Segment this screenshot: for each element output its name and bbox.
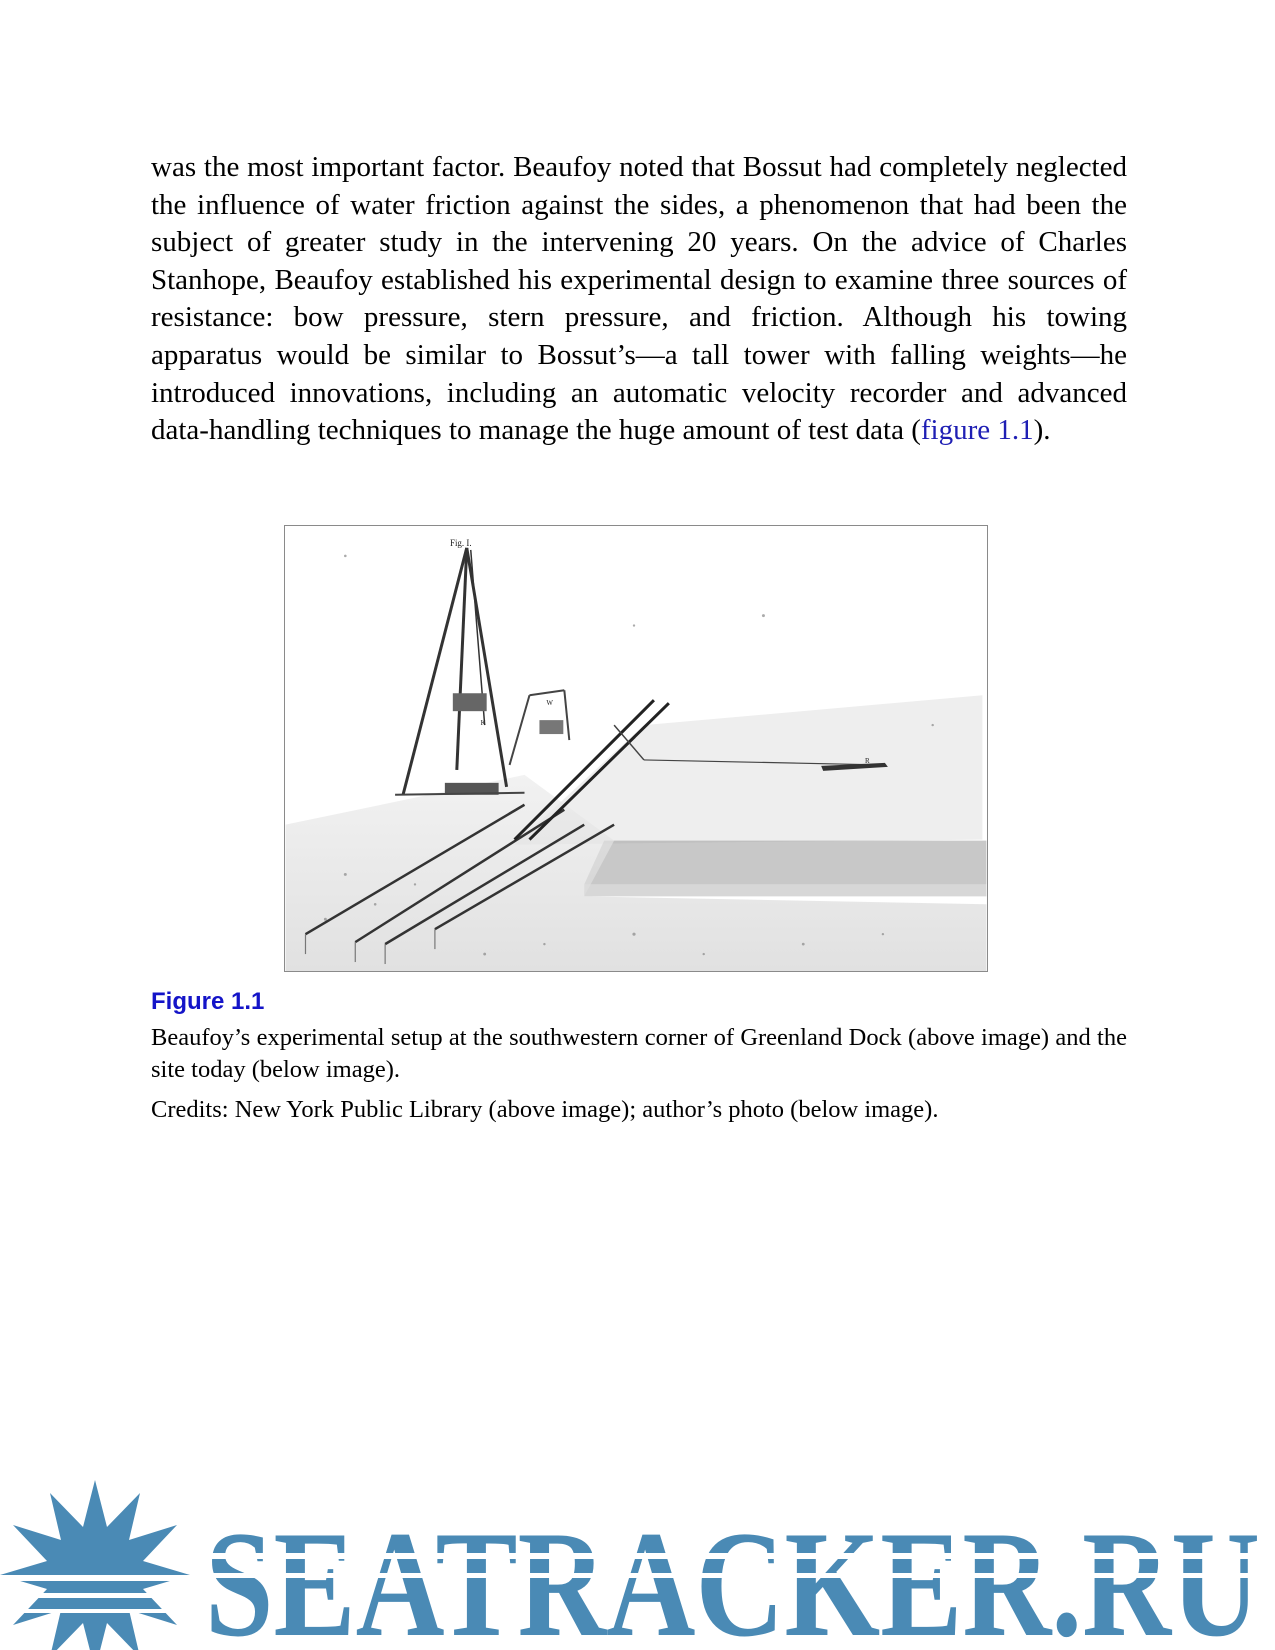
engraving-illustration <box>285 526 987 971</box>
engraving-mark-r: R <box>864 756 870 765</box>
paragraph-text: was the most important factor. Beaufoy noted that Bossut had completely neglected the influence of water friction against the sides, a phenomenon that had been the subject of greater study in the intervening 20 years. On the advice of Charles Stanhope, Beaufoy established his experimental design to examine three sources of resistance: bow pressure, stern pressure, and friction. Although his towing apparatus would be similar to Bossut’s—a tall tower with falling weights—he introduced innovations, including an automatic velocity recorder and advanced data-handling techniques to manage the huge amount of test data ( <box>151 151 1127 447</box>
figure-engraving <box>284 525 988 972</box>
figure-label: Figure 1.1 <box>151 988 265 1015</box>
watermark <box>0 1460 1275 1650</box>
basin-front-water <box>584 841 986 885</box>
engraving-mark-k: K <box>480 719 486 728</box>
body-paragraph <box>151 149 1127 450</box>
figure-caption: Beaufoy’s experimental setup at the southwestern corner of Greenland Dock (above image) and the site today (below image). <box>151 1024 1127 1083</box>
paragraph-end: ). <box>1033 414 1051 447</box>
figure-credits: Credits: New York Public Library (above image); author’s photo (below image). <box>151 1096 939 1123</box>
figure-reference-link[interactable]: figure 1.1 <box>920 414 1034 447</box>
sun-burst-icon <box>0 1480 195 1650</box>
engraving-mark-w: W <box>546 699 553 708</box>
tower <box>403 548 507 795</box>
engraving-fig-label: Fig. I. <box>449 537 472 548</box>
